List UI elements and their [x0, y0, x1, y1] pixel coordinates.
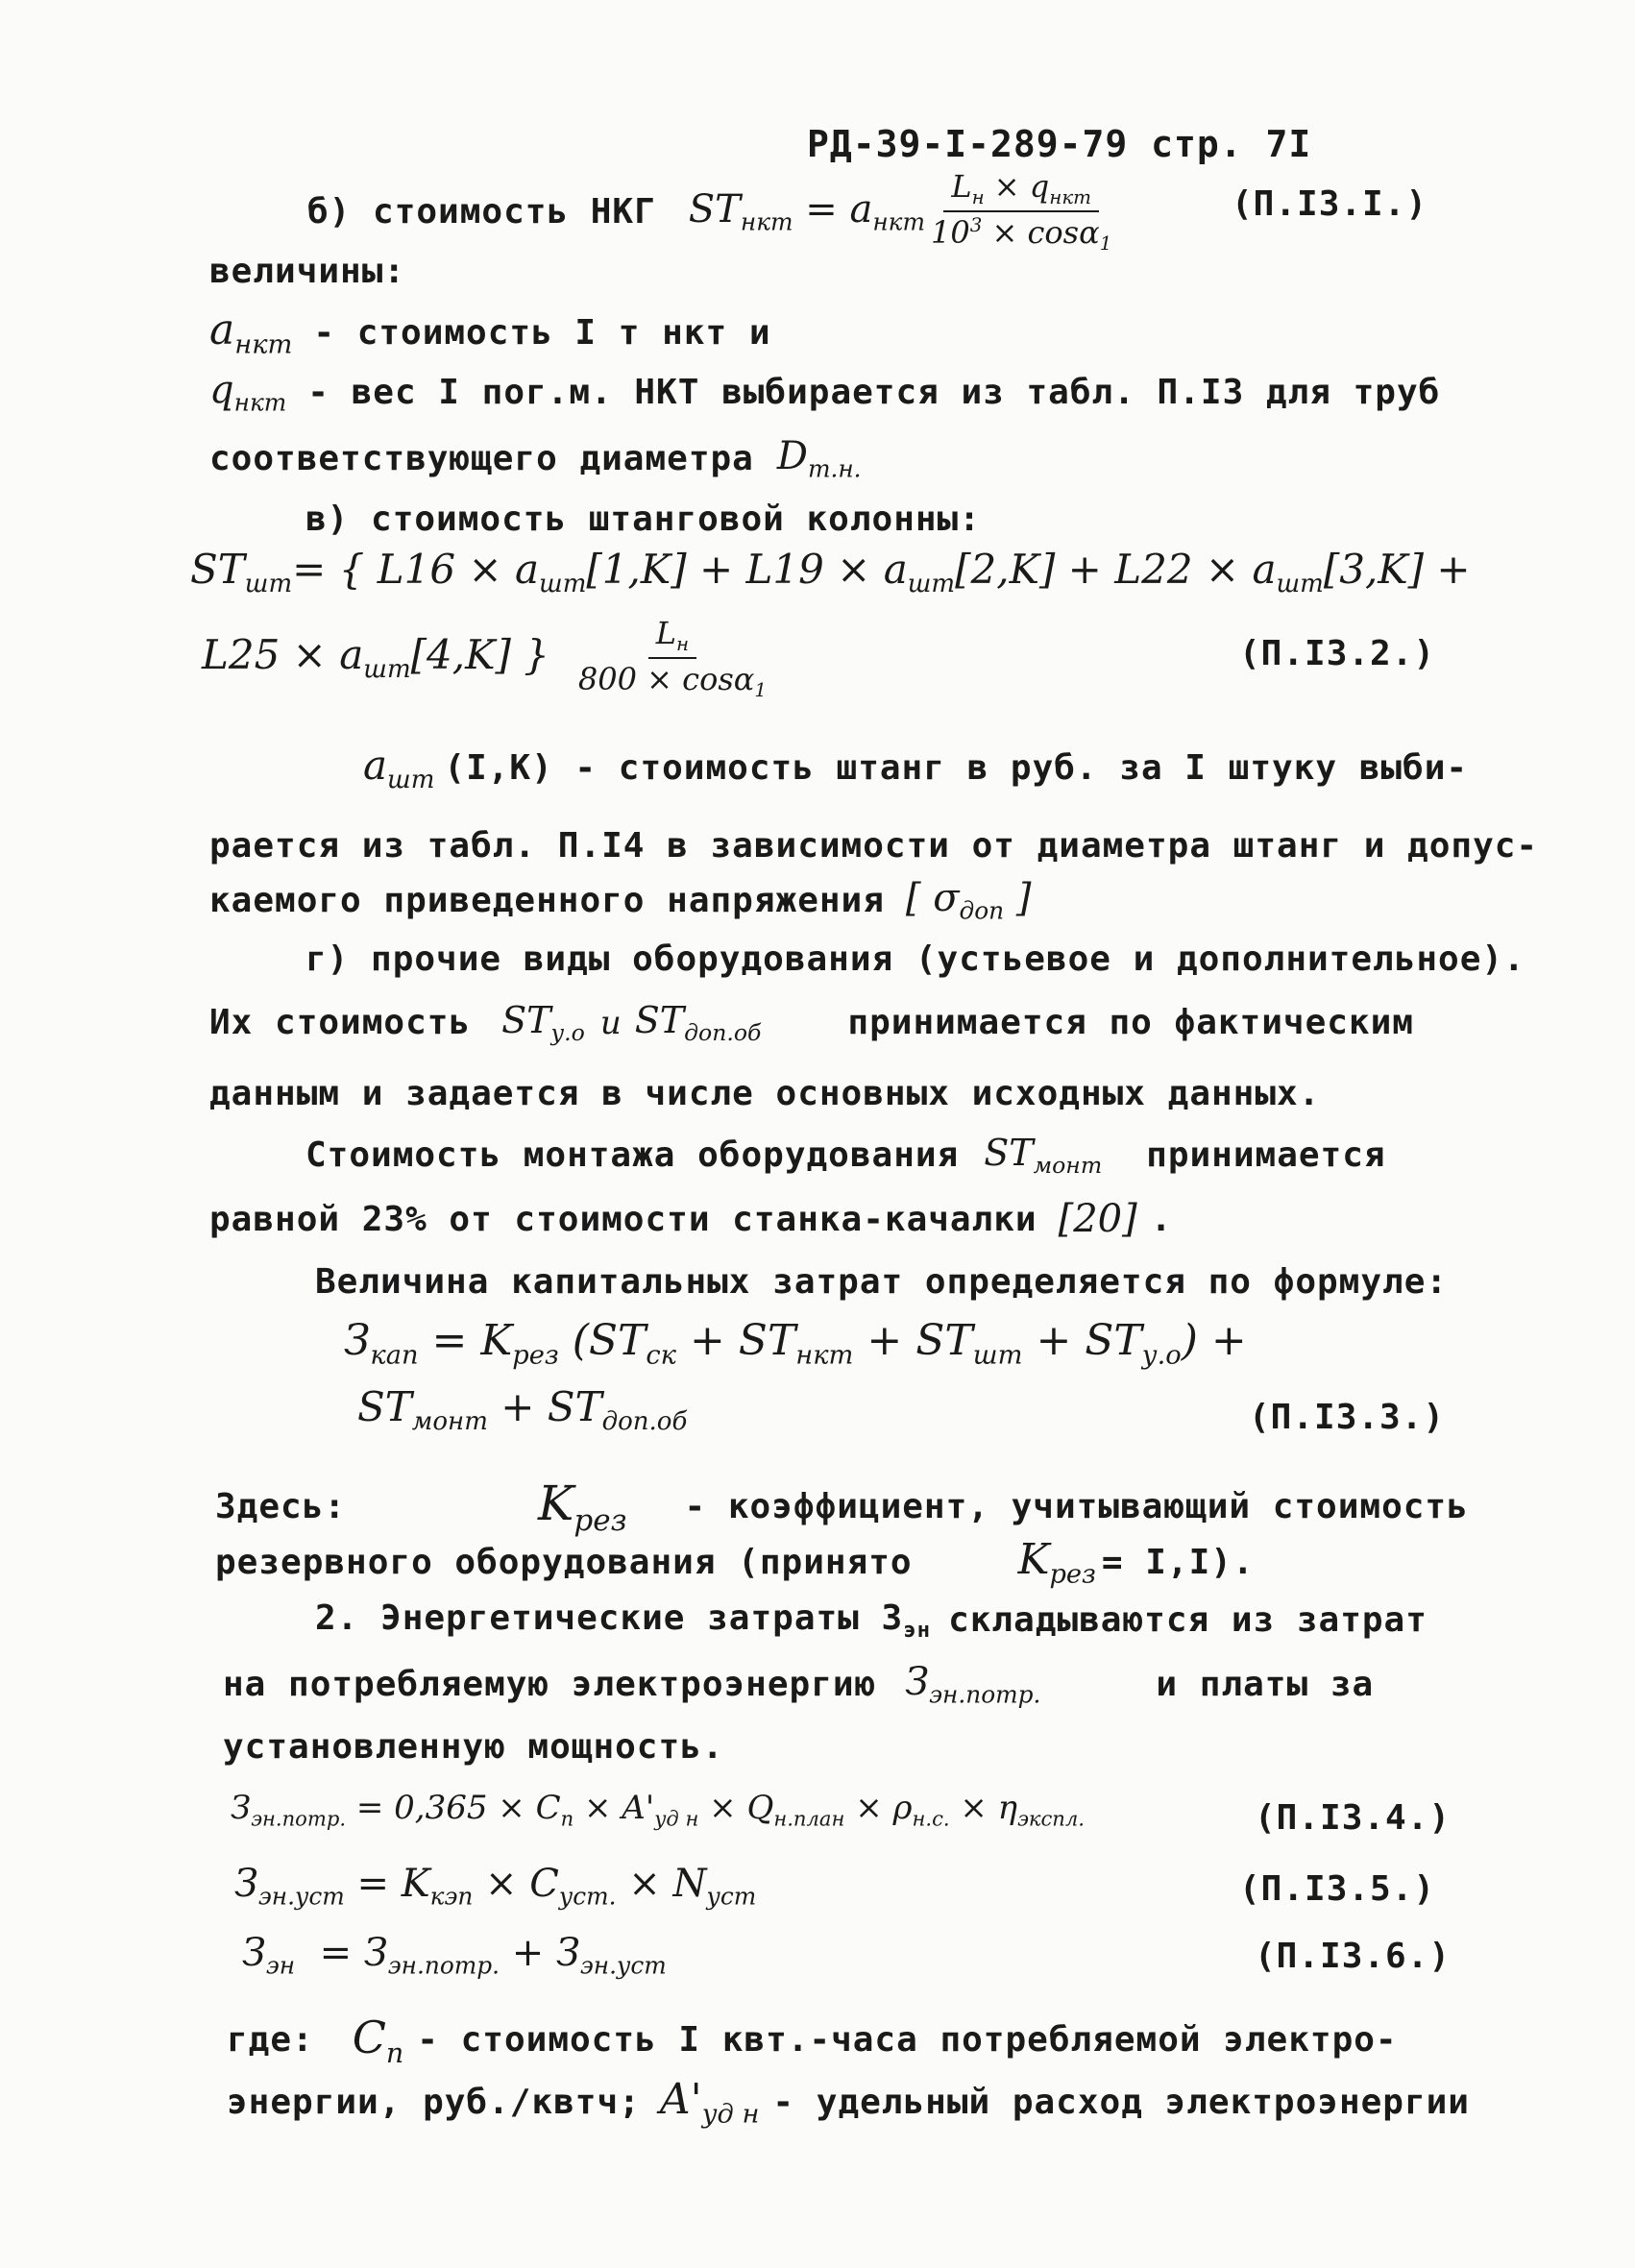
page-header: РД-39-I-289-79 стр. 7I	[807, 123, 1312, 165]
para-energy-line2: на потребляемую электроэнергию $З_{эн.потр.}$ и платы за	[223, 1660, 1375, 1709]
eq-number-6: (П.I3.6.)	[1255, 1937, 1452, 1976]
eq6-formula: $З_{эн} = З_{эн.потр.} + З_{эн.уст}$	[242, 1931, 667, 1980]
formula-fraction: $\frac{L_н \times q_{нкт}}{10^3 \times \cos\alpha_1}$	[930, 168, 1112, 255]
para-g-line3: данным и задается в числе основных исходных данных.	[209, 1074, 1321, 1113]
para-cap-line1: Величина капитальных затрат определяется по формуле:	[315, 1262, 1449, 1302]
para-where-line1: где: $C_п$ - стоимость I квт.-часа потребляемой электро-	[227, 2012, 1398, 2069]
para-cap-formula1: $З_{кап} = K_{рез}$ $(ST_{ск} + ST_{нкт} + ST_{шт} + ST_{у.о})$ +	[344, 1316, 1247, 1371]
para-energy-line1: 2. Энергетические затраты $З_{эн}$ складываются из затрат	[315, 1598, 1428, 1643]
eq-number-2: (П.I3.2.)	[1239, 634, 1436, 673]
eq-number-3: (П.I3.3.)	[1249, 1398, 1446, 1437]
para-ast-line2: рается из табл. П.I4 в зависимости от диаметра штанг и допус-	[209, 826, 1539, 866]
section-b-prefix: б) стоимость НКГ	[307, 191, 656, 232]
eq-number-5: (П.I3.5.)	[1239, 1869, 1436, 1909]
para-g-line1: г) прочие виды оборудования (устьевое и дополнительное).	[305, 939, 1525, 979]
para-mount-line1: Стоимость монтажа оборудования $ST_{монт}$ принимается	[305, 1132, 1386, 1180]
para-ast-line1: $a_{шт}$ (I,K) - стоимость штанг в руб. за I штуку выби-	[363, 742, 1469, 795]
section-v-formula-line1: $ST_{шт}=$ { $L16 \times a_{шт}[1,K] + L19 \times a_{шт}[2,K] + L22 \times a_{шт}[3,K]$ +	[190, 546, 1471, 599]
para-g-line2: Их стоимость $ST_{у.о}$ и $ST_{доп.об}$ принимается по фактическим	[209, 999, 1414, 1047]
para-where-line2: энергии, руб./квтч; $A'_{уд н}$ - удельный расход электроэнергии	[227, 2075, 1470, 2130]
section-v-fraction: $\frac{L_н}{800 \times \cos\alpha_1}$	[577, 615, 767, 701]
section-v-title: в) стоимость штанговой колонны:	[305, 500, 981, 539]
def-a-nkt: $a_{нкт}$ - стоимость I т нкт и	[209, 305, 771, 360]
def-q-nkt: $q_{нкт}$ - вес I пог.м. НКТ выбирается из табл. П.I3 для труб	[209, 368, 1441, 417]
eq4-formula: $З_{эн.потр.} = 0,365 \times C_п \times A'_{уд н} \times Q_{н.план} \times \rho_{н.с.} \times \eta_{экспл.}$	[231, 1789, 1085, 1831]
def-diameter: соответствующего диаметра $D_{т.н.}$	[209, 434, 862, 483]
section-v-formula-line2: $L25 \times a_{шт}[4,K]$ } $\frac{L_н}{800 \times \cos\alpha_1}$	[202, 615, 767, 701]
para-cap-formula2: $ST_{монт} + ST_{доп.об}$	[357, 1383, 688, 1437]
para-ast-line3: каемого приведенного напряжения [ $\sigma_{доп}$ ]	[209, 876, 1032, 925]
values-label: величины:	[209, 252, 406, 291]
eq-number-4: (П.I3.4.)	[1255, 1798, 1452, 1838]
para-here-line1: Здесь: $K_{рез}$ - коэффициент, учитывающий стоимость	[215, 1475, 1469, 1538]
eq-number-1: (П.I3.I.)	[1232, 184, 1428, 224]
para-energy-line3: установленную мощность.	[223, 1727, 724, 1767]
eq5-formula: $З_{эн.уст} = K_{кэп} \times C_{уст.} \times N_{уст}$	[234, 1862, 757, 1911]
formula-lhs: $ST_{нкт} = a_{нкт}$	[688, 186, 925, 236]
para-here-line2: резервного оборудования (принято $K_{рез}$ = I,I).	[215, 1535, 1255, 1590]
para-mount-line2: равной 23% от стоимости станка-качалки [20] .	[209, 1197, 1173, 1241]
section-b-formula-line	[307, 159, 1117, 264]
